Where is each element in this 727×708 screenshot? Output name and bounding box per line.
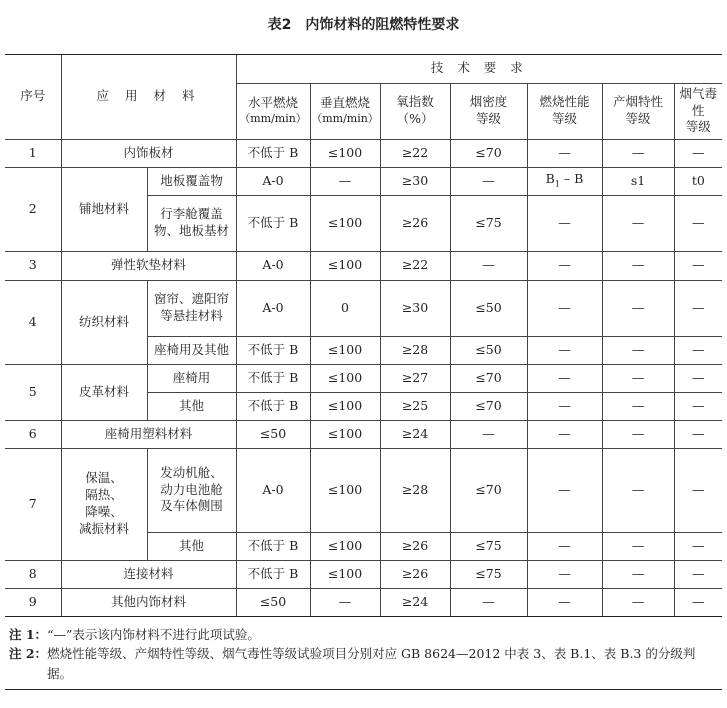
cell: A-0 <box>236 251 310 280</box>
cell: ≤100 <box>310 560 380 588</box>
row-sub-material: 其他 <box>147 532 236 560</box>
cell: — <box>527 560 602 588</box>
cell: ≤50 <box>236 588 310 616</box>
cell: — <box>527 139 602 167</box>
cell: ≥26 <box>380 195 450 251</box>
cell: A-0 <box>236 167 310 195</box>
note-2: 注 2： 燃烧性能等级、产烟特性等级、烟气毒性等级试验项目分别对应 GB 8624—2012 中表 3、表 B.1、表 B.3 的分级判据。 <box>9 646 696 681</box>
cell: ≥24 <box>380 588 450 616</box>
cell: — <box>527 336 602 364</box>
table-row <box>5 420 722 448</box>
cell: 不低于 B <box>236 364 310 392</box>
cell: — <box>527 251 602 280</box>
cell: ≥28 <box>380 336 450 364</box>
row-material: 连接材料 <box>61 560 236 588</box>
table-row <box>5 139 722 167</box>
row-sub-material: 其他 <box>147 392 236 420</box>
header-col-smoke-toxicity: 烟气毒性 等级 <box>674 83 722 139</box>
row-material: 内饰板材 <box>61 139 236 167</box>
cell: 不低于 B <box>236 336 310 364</box>
cell: ≥28 <box>380 448 450 532</box>
cell: — <box>602 251 674 280</box>
row-group: 皮革材料 <box>61 364 147 420</box>
cell: — <box>527 532 602 560</box>
cell: ≤100 <box>310 532 380 560</box>
row-group: 铺地材料 <box>61 167 147 251</box>
header-col-horizontal-burn: 水平燃烧 （mm/min） <box>236 83 310 139</box>
table-row <box>5 251 722 280</box>
cell: — <box>602 195 674 251</box>
cell: 不低于 B <box>236 195 310 251</box>
header-col-vertical-burn: 垂直燃烧 （mm/min） <box>310 83 380 139</box>
row-seq: 2 <box>5 167 61 251</box>
table-frame <box>5 54 722 690</box>
cell: 不低于 B <box>236 560 310 588</box>
cell: — <box>674 251 722 280</box>
cell: — <box>527 588 602 616</box>
table-row <box>5 588 722 616</box>
cell: ≥24 <box>380 420 450 448</box>
cell: ≤100 <box>310 448 380 532</box>
cell: — <box>674 448 722 532</box>
cell: — <box>527 364 602 392</box>
row-seq: 3 <box>5 251 61 280</box>
table-row <box>5 364 722 392</box>
cell: 不低于 B <box>236 139 310 167</box>
cell: A-0 <box>236 280 310 336</box>
row-material: 弹性软垫材料 <box>61 251 236 280</box>
table-row <box>5 167 722 195</box>
cell: t0 <box>674 167 722 195</box>
cell: — <box>527 392 602 420</box>
cell: — <box>602 532 674 560</box>
row-seq: 8 <box>5 560 61 588</box>
table-title: 表2 内饰材料的阻燃特性要求 <box>267 17 460 33</box>
cell: ≤50 <box>236 420 310 448</box>
cell: ≤70 <box>450 392 527 420</box>
cell: — <box>450 167 527 195</box>
cell: ≥27 <box>380 364 450 392</box>
cell: ≤100 <box>310 364 380 392</box>
cell: — <box>602 364 674 392</box>
cell: — <box>527 420 602 448</box>
cell: ≤70 <box>450 364 527 392</box>
cell: — <box>602 448 674 532</box>
cell: 不低于 B <box>236 532 310 560</box>
row-seq: 6 <box>5 420 61 448</box>
cell: — <box>602 588 674 616</box>
cell: ≤100 <box>310 420 380 448</box>
cell: — <box>602 560 674 588</box>
row-sub-material: 行李舱覆盖 物、地板基材 <box>147 195 236 251</box>
cell: ≤100 <box>310 251 380 280</box>
cell: — <box>674 364 722 392</box>
row-group: 纺织材料 <box>61 280 147 364</box>
row-sub-material: 座椅用 <box>147 364 236 392</box>
cell: A-0 <box>236 448 310 532</box>
cell: ≤75 <box>450 560 527 588</box>
row-sub-material: 座椅用及其他 <box>147 336 236 364</box>
cell: — <box>674 139 722 167</box>
cell: — <box>527 280 602 336</box>
row-seq: 1 <box>5 139 61 167</box>
cell: ≤70 <box>450 448 527 532</box>
cell: — <box>602 420 674 448</box>
note-1: 注 1： “—”表示该内饰材料不进行此项试验。 <box>9 627 260 642</box>
cell: — <box>674 392 722 420</box>
cell: ≤100 <box>310 336 380 364</box>
cell: — <box>674 560 722 588</box>
cell: ≤70 <box>450 139 527 167</box>
cell: ≤100 <box>310 392 380 420</box>
cell-burn-grade: $B_1$ – B <box>527 167 602 195</box>
cell: — <box>674 420 722 448</box>
cell: ≤75 <box>450 532 527 560</box>
cell: — <box>674 195 722 251</box>
table-row <box>5 280 722 336</box>
table-notes <box>5 616 722 689</box>
cell: ≥26 <box>380 532 450 560</box>
header-tech-requirements: 技 术 要 求 <box>236 55 722 83</box>
table-row <box>5 560 722 588</box>
cell: — <box>674 588 722 616</box>
cell: ≤100 <box>310 195 380 251</box>
cell: — <box>450 420 527 448</box>
cell: ≥25 <box>380 392 450 420</box>
cell: — <box>450 251 527 280</box>
header-col-burn-performance: 燃烧性能 等级 <box>527 83 602 139</box>
row-material: 座椅用塑料材料 <box>61 420 236 448</box>
header-seq: 序号 <box>5 55 61 139</box>
cell: — <box>602 392 674 420</box>
cell: — <box>602 280 674 336</box>
row-sub-material: 地板覆盖物 <box>147 167 236 195</box>
cell: — <box>674 336 722 364</box>
cell: ≥30 <box>380 167 450 195</box>
cell: — <box>310 167 380 195</box>
cell: — <box>602 139 674 167</box>
row-sub-material: 窗帘、遮阳帘 等悬挂材料 <box>147 280 236 336</box>
table-row <box>5 448 722 532</box>
cell: — <box>602 336 674 364</box>
row-sub-material: 发动机舱、 动力电池舱 及车体侧围 <box>147 448 236 532</box>
header-material: 应 用 材 料 <box>61 55 236 139</box>
cell: — <box>674 532 722 560</box>
row-material: 其他内饰材料 <box>61 588 236 616</box>
cell: ≥22 <box>380 139 450 167</box>
cell: — <box>527 448 602 532</box>
row-seq: 5 <box>5 364 61 420</box>
cell: ≥26 <box>380 560 450 588</box>
header-col-smoke-production: 产烟特性 等级 <box>602 83 674 139</box>
spec-table <box>5 55 722 616</box>
cell: 不低于 B <box>236 392 310 420</box>
header-col-oxygen-index: 氧指数 （%） <box>380 83 450 139</box>
row-seq: 7 <box>5 448 61 560</box>
row-seq: 9 <box>5 588 61 616</box>
cell: — <box>527 195 602 251</box>
cell: s1 <box>602 167 674 195</box>
cell: — <box>310 588 380 616</box>
cell: ≤50 <box>450 280 527 336</box>
cell: ≥30 <box>380 280 450 336</box>
header-col-smoke-density: 烟密度 等级 <box>450 83 527 139</box>
cell: ≤50 <box>450 336 527 364</box>
cell: ≥22 <box>380 251 450 280</box>
row-seq: 4 <box>5 280 61 364</box>
cell: 0 <box>310 280 380 336</box>
cell: ≤75 <box>450 195 527 251</box>
cell: — <box>674 280 722 336</box>
cell: — <box>450 588 527 616</box>
cell: ≤100 <box>310 139 380 167</box>
row-group: 保温、 隔热、 降噪、 减振材料 <box>61 448 147 560</box>
